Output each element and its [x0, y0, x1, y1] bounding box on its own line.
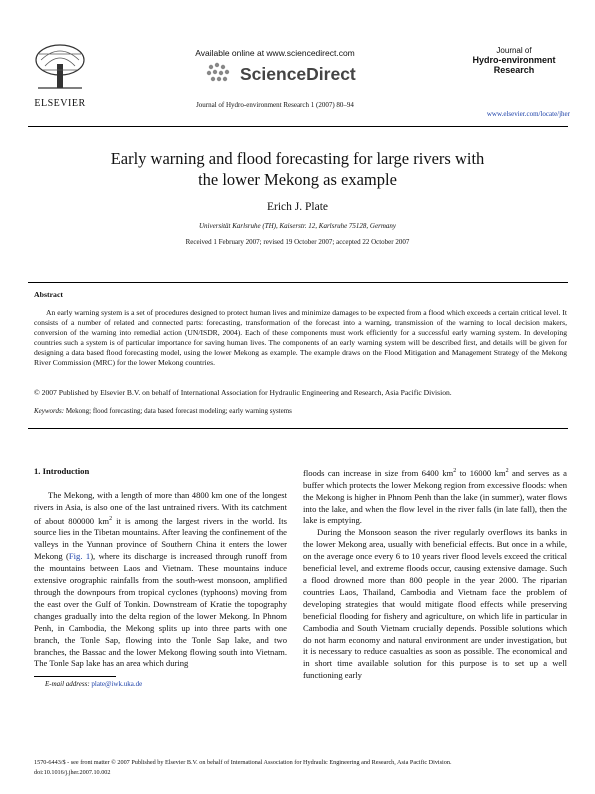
abstract-top-rule: [28, 282, 568, 283]
sciencedirect-logo-text: ScienceDirect: [240, 64, 356, 84]
email-link[interactable]: plate@iwk.uka.de: [91, 680, 143, 688]
abstract-copyright: © 2007 Published by Elsevier B.V. on behalf of International Association for Hydraulic Engineering and Research, Asia Pacific Division.: [34, 388, 452, 397]
author-name: Erich J. Plate: [267, 201, 328, 213]
author-affiliation: Universität Karlsruhe (TH), Kaiserstr. 12, Karlsruhe 75128, Germany: [199, 222, 396, 230]
abstract-body: [34, 308, 567, 368]
header-rule: [28, 126, 568, 127]
title-line2: the lower Mekong as example: [198, 170, 397, 189]
footnote-rule: [34, 676, 116, 677]
body-column-left: [34, 466, 287, 670]
footer-doi: doi:10.1016/j.jher.2007.10.002: [34, 769, 111, 776]
journal-reference: Journal of Hydro-environment Research 1 (2007) 80–94: [196, 101, 354, 109]
keywords-list: Mekong; flood forecasting; data based forecast modeling; early warning systems: [65, 407, 292, 415]
section-heading-introduction: 1. Introduction: [34, 466, 90, 476]
available-online-text: Available online at www.sciencedirect.com: [195, 48, 355, 58]
abstract-heading: Abstract: [34, 290, 64, 299]
col1-paragraph-1: The Mekong, with a length of more than 4800 km one of the longest rivers in Asia, is also one of the last untrained rivers. With its catchment of about 800000 $km^2$ it is among the largest rivers in the world. Its source lies in the Tibetan mountains. After leaving the confinement of the valleys in the Yunnan province of Southern China it enters the lower Mekong (Fig. 1), where its discharge is increased through runoff from the mountains between Laos and Vietnam. These mountains induce extensive orographic rainfalls from the south-west monsoon, amplified through the downpours from tropical cyclones (typhoons) moving from the east over the Gulf of Tonkin. Downstream of Kratie the topography changes gradually into the delta region of the lower Mekong. In Phnom Penh, in Cambodia, the Mekong splits up into three parts with one branch, the Tonle Sap, flowing into the Tonle Sap lake, and two branches, the Bassac and the lower Mekong flowing south into Vietnam. The Tonle Sap lake has an area which during: [34, 489, 288, 669]
col2-paragraph-2: During the Monsoon season the river regularly overflows its banks in the lower Mekong area, usually with beneficial effects. But once in a while, on the average once every 6 to 10 years river flood levels exceed the critical beneficial level, and extreme floods occur, causing extensive damage. Such a flood drowned more than 800 people in the year 2000. The riparian countries Laos, Thailand, Cambodia and Vietnam face the problem of developing strategies that would mitigate flood effects while preserving beneficial flooding for fishery and agriculture, on which life in particular in Cambodia and South Vietnam crucially depends. Possible solutions which do not harm economy and natural environment are under investigation, but it is necessary to reduce casualties as soon as possible. The economical and in short time available solution for this purpose is to set up a well functioning early: [303, 527, 567, 681]
journal-url-link[interactable]: www.elsevier.com/locate/jher: [486, 110, 570, 118]
article-title: [60, 148, 535, 190]
abstract-bottom-rule: [28, 428, 568, 429]
figure-1-link[interactable]: Fig. 1: [68, 551, 91, 562]
journal-title-box: [464, 46, 564, 75]
journal-box-line1: Journal of: [496, 46, 532, 55]
sciencedirect-dots-icon: [205, 61, 237, 85]
title-line1: Early warning and flood forecasting for large rivers with: [110, 149, 485, 168]
keywords-label: Keywords:: [34, 407, 65, 415]
journal-box-line2: Hydro-environment: [472, 55, 556, 65]
elsevier-tree-logo: [33, 44, 87, 90]
received-dates: Received 1 February 2007; revised 19 October 2007; accepted 22 October 2007: [185, 238, 410, 246]
body-column-right: [303, 466, 567, 682]
col2-paragraph-1: floods can increase in size from 6400 $km^2$ to 16000 $km^2$ and serves as a buffer which protects the lower Mekong region from excessive floods: when the Mekong is higher in Phnom Penh than the lake (in summer), water flows into the lake, and when the flow level in the river falls (in late fall), then the lake is emptying.: [303, 467, 567, 526]
footer-front-matter: 1570-6443/$ - see front matter © 2007 Published by Elsevier B.V. on behalf of International Association for Hydraulic Engineering and Research, Asia Pacific Division.: [34, 759, 452, 766]
email-label: E-mail address:: [45, 680, 90, 688]
keywords: [34, 407, 567, 415]
journal-box-line3: Research: [493, 65, 535, 75]
abstract-text: An early warning system is a set of procedures designed to protect human lives and minimize damages to be expected from a flood which exceeds a certain critical level. It consists of a number of related and connected parts: forecasting, transformation of the forecast into a warning, transmission of the warning to local decision makers, conversion of the warning into remedial action (UN/ISDR, 2004). Each of these components must work efficiently for a successful early warning system. In developing countries such a system is of particular importance for saving human lives. The components of an early warning system will be described first, and details will be given for designing a data based flood forecasting model, using the lower Mekong as example. The example draws on the Flood Mitigation and Management Strategy of the Mekong River Commission (MRC) for the lower Mekong countries.: [34, 308, 567, 367]
publisher-name: ELSEVIER: [34, 98, 86, 109]
footnote-email: [45, 680, 142, 688]
